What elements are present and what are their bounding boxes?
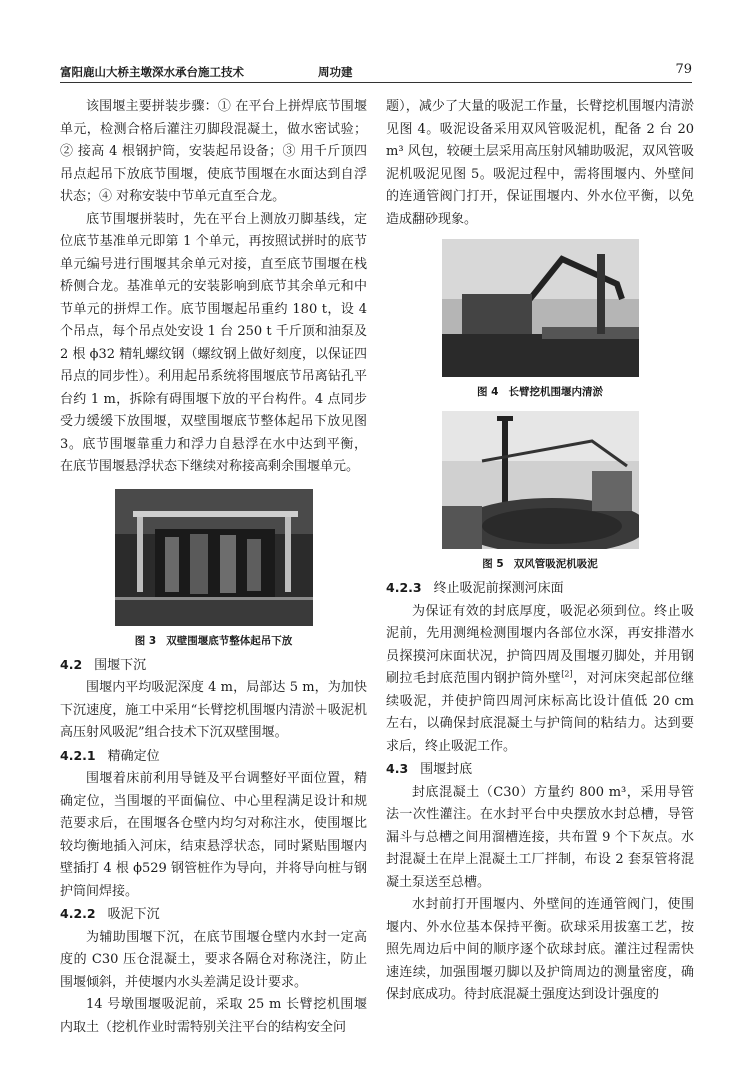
figure-5-caption — [386, 555, 694, 573]
section-4-2-heading — [60, 654, 367, 678]
header-title: 富阳鹿山大桥主墩深水承台施工技术 — [60, 65, 244, 79]
crane-lift-photo — [115, 489, 313, 626]
figure-4-title: 长臂挖机围堰内清淤 — [508, 386, 603, 398]
section-title: 围堰封底 — [420, 762, 473, 777]
left-column — [60, 96, 367, 1039]
section-number: 4.2 — [60, 656, 83, 672]
figure-3-caption — [60, 632, 367, 650]
paragraph-text: ，对河床突起部位继续吸泥，并使护筒四周河床标高比设计值低 20 cm 左右，以确保封底混凝土与护筒间的粘结力。达到要求后，终止吸泥工作。 — [386, 671, 694, 754]
figure-3-photo — [115, 489, 313, 626]
figure-5-number: 图 5 — [482, 558, 504, 570]
section-number: 4.2.2 — [60, 906, 96, 921]
section-title: 终止吸泥前探测河床面 — [433, 581, 564, 596]
figure-5-title: 双风管吸泥机吸泥 — [513, 558, 598, 570]
header-author: 周功建 — [318, 65, 353, 79]
section-number: 4.2.3 — [386, 580, 422, 595]
paragraph-sinking-overview: 围堰内平均吸泥深度 4 m，局部达 5 m，为加快下沉速度，施工中采用“长臂挖机围堰内清淤＋吸泥机高压射风吸泥”组合技术下沉双壁围堰。 — [60, 680, 367, 740]
paragraph-sealing-process: 水封前打开围堰内、外壁间的连通管阀门，使围堰内、外水位基本保持平衡。砍球采用拔塞工艺，按照先周边后中间的顺序逐个砍球封底。灌注过程需快速连续，加强围堰刃脚以及护筒周边的测量密度，确保封底成功。待封底混凝土强度达到设计强度的 — [386, 897, 694, 1002]
figure-4-caption — [386, 383, 694, 401]
section-number: 4.3 — [386, 761, 409, 776]
section-title: 吸泥下沉 — [107, 907, 160, 922]
reference-citation: [2] — [561, 669, 573, 679]
section-4-2-1-heading — [60, 745, 367, 769]
section-number: 4.2.1 — [60, 747, 96, 763]
excavator-photo — [442, 239, 639, 377]
figure-4-number: 图 4 — [477, 386, 499, 398]
paragraph-positioning: 围堰着床前利用导链及平台调整好平面位置，精确定位，当围堰的平面偏位、中心里程满足设计和规范要求后，在围堰各仓壁内均匀对称注水，使围堰比较均衡地插入河床，结束悬浮状态，同时紧贴围堰内壁插打 4 根 ϕ529 钢管桩作为导向，并将导向桩与钢护筒间焊接。 — [60, 771, 367, 899]
paragraph-sealing-concrete: 封底混凝土（C30）方量约 800 m³，采用导管法一次性灌注。在水封平台中央摆放水封总槽，导管漏斗与总槽之间用溜槽连接，共布置 9 个下灰点。水封混凝土在岸上混凝土工厂拌制，布设 2 套泵管将混凝土泵送至总槽。 — [386, 784, 694, 890]
section-title: 围堰下沉 — [94, 657, 147, 673]
running-header — [60, 62, 692, 83]
section-4-2-3-heading — [386, 577, 694, 601]
page-number: 79 — [675, 62, 692, 77]
section-title: 精确定位 — [107, 748, 160, 764]
paragraph-ballast-concrete: 为辅助围堰下沉，在底节围堰仓壁内水封一定高度的 C30 压仓混凝土，要求各隔仓对称浇注，防止围堰倾斜，并使堰内水头差满足设计要求。 — [60, 929, 367, 990]
paragraph-assembly-steps: 该围堰主要拼装步骤：① 在平台上拼焊底节围堰单元，检测合格后灌注刃脚段混凝土，做水密试验；② 接高 4 根钢护筒，安装起吊设备；③ 用千斤顶四吊点起吊下放底节围堰，使底节围堰在水面达到自浮状态；④ 对称安装中节单元直至合龙。 — [60, 99, 367, 204]
paragraph-excavator-dredging: 14 号墩围堰吸泥前，采取 25 m 长臂挖机围堰内取土（挖机作业时需特别关注平台的结构安全问 — [60, 997, 367, 1035]
figure-3-title: 双壁围堰底节整体起吊下放 — [166, 634, 293, 647]
section-4-3-heading — [386, 758, 694, 782]
figure-4-photo — [442, 239, 639, 377]
paragraph-bottom-section-assembly: 底节围堰拼装时，先在平台上测放刃脚基线，定位底节基准单元即第 1 个单元，再按照试拼时的底节单元编号进行围堰其余单元对接，直至底节围堰在栈桥侧合龙。基准单元的安装影响到底节其余单元和中节单元的拼焊工作。底节围堰起吊重约 180 t，设 4 个吊点，每个吊点处安设 1 台 250 t 千斤顶和油泵及 2 根 ϕ32 精轧螺纹钢（螺纹钢上做好刻度，以保证四吊点的同步性）。利用起吊系统将围堰底节吊离钻孔平台约 1 m，拆除有碍围堰下放的平台构件。4 点同步受力缓缓下放围堰，双壁围堰底节整体起吊下放见图 3。底节围堰靠重力和浮力自悬浮在水中达到平衡，在底节围堰悬浮状态下继续对称接高剩余围堰单元。 — [60, 211, 367, 474]
paragraph-dredging-continued: 题），减少了大量的吸泥工作量，长臂挖机围堰内清淤见图 4。吸泥设备采用双风管吸泥机，配备 2 台 20 m³ 风包，较硬土层采用高压射风辅助吸泥，双风管吸泥机吸泥见图 5。吸泥过程中，需将围堰内、外壁间的连通管阀门打开，保证围堰内、外水位平衡，以免造成翻砂现象。 — [386, 99, 694, 227]
right-column — [386, 96, 694, 1007]
paragraph-text: 为保证有效的封底厚度，吸泥必须到位。终止吸泥前，先用测绳检测围堰内各部位水深，再安排潜水员探摸河床面状况，护筒四周及围堰刃脚处，并用钢刷拉毛封底范围内钢护筒外壁 — [386, 603, 694, 686]
paragraph-riverbed-check — [386, 601, 694, 759]
figure-5-photo — [442, 411, 639, 549]
section-4-2-2-heading — [60, 903, 367, 927]
figure-3-number: 图 3 — [134, 634, 157, 647]
dredger-photo — [442, 411, 639, 549]
